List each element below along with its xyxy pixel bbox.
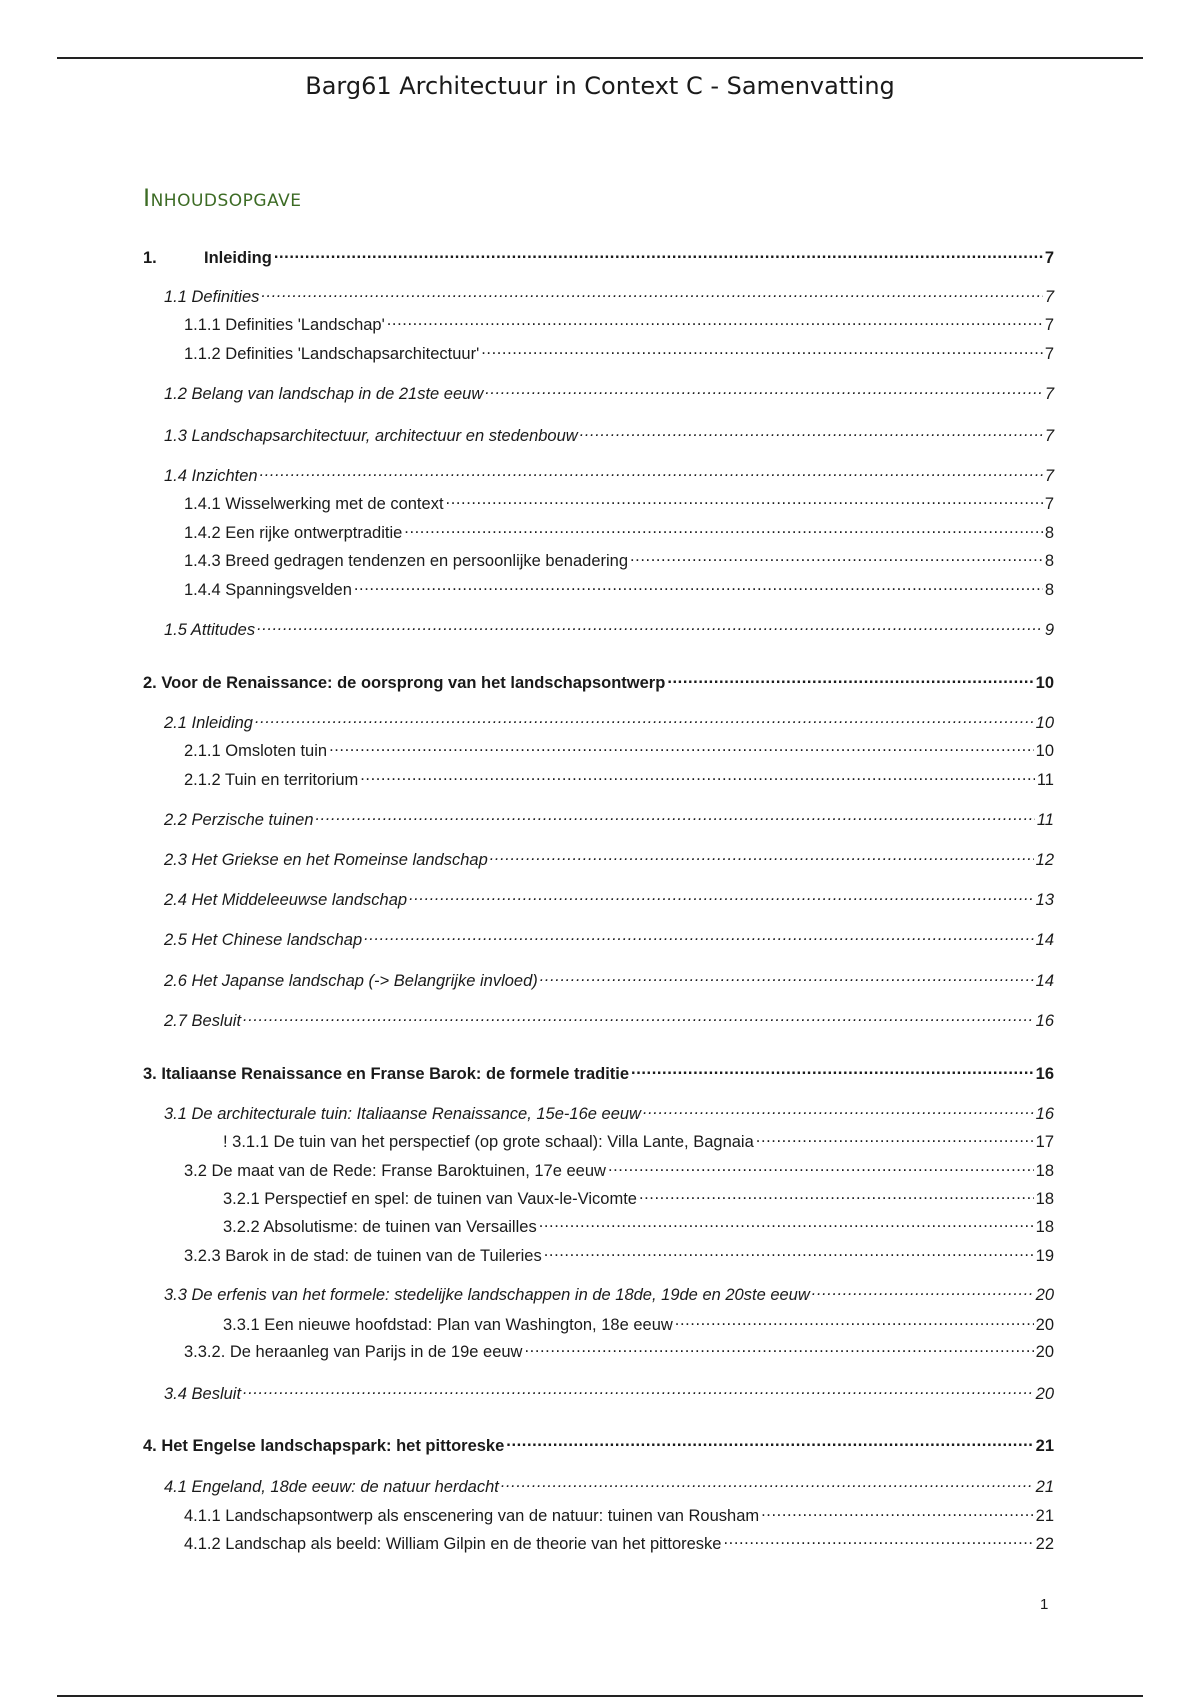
toc-entry[interactable] — [143, 247, 1054, 269]
toc-entry[interactable] — [184, 493, 1054, 515]
toc-entry[interactable] — [143, 1063, 1054, 1085]
toc-leader-dots — [643, 1103, 1034, 1119]
toc-leader-dots — [274, 247, 1043, 263]
toc-entry[interactable] — [164, 286, 1054, 308]
toc-entry-page: 11 — [1036, 811, 1054, 829]
toc-entry-label: 1.4.4 Spanningsvelden — [184, 581, 352, 599]
toc-entry-page: 8 — [1044, 581, 1054, 599]
footer-rule — [57, 1695, 1143, 1697]
toc-entry-page: 18 — [1035, 1218, 1054, 1236]
toc-leader-dots — [812, 1284, 1034, 1300]
toc-entry-page: 7 — [1044, 427, 1054, 445]
toc-entry-label: 1.5 Attitudes — [164, 621, 256, 639]
toc-leader-dots — [404, 522, 1043, 538]
document-header-title: Barg61 Architectuur in Context C - Samenvatting — [305, 72, 895, 100]
toc-entry-label: 3.1 De architecturale tuin: Italiaanse Renaissance, 15e-16e eeuw — [164, 1105, 641, 1123]
toc-entry-page: 21 — [1035, 1437, 1054, 1455]
toc-entry-page: 9 — [1044, 621, 1054, 639]
toc-entry-page: 22 — [1035, 1535, 1054, 1553]
toc-leader-dots — [255, 712, 1034, 728]
toc-entry-page: 18 — [1035, 1162, 1054, 1180]
toc-entry-page: 8 — [1044, 524, 1054, 542]
toc-leader-dots — [667, 672, 1033, 688]
toc-entry-label: 2.1 Inleiding — [164, 714, 253, 732]
toc-entry-page: 16 — [1035, 1105, 1054, 1123]
toc-entry[interactable] — [164, 1383, 1054, 1405]
toc-entry[interactable] — [164, 1103, 1054, 1125]
toc-entry[interactable] — [184, 1341, 1054, 1363]
toc-entry-label: 3.2.2 Absolutisme: de tuinen van Versailles — [223, 1218, 537, 1236]
toc-entry[interactable] — [143, 672, 1054, 694]
toc-entry[interactable] — [223, 1131, 1054, 1153]
toc-entry[interactable] — [223, 1314, 1054, 1336]
toc-entry-label: 3.4 Besluit — [164, 1385, 242, 1403]
toc-entry-page: 20 — [1035, 1343, 1054, 1361]
toc-entry-page: 21 — [1035, 1478, 1054, 1496]
toc-leader-dots — [446, 493, 1043, 509]
toc-entry[interactable] — [184, 314, 1054, 336]
toc-entry-page: 7 — [1044, 249, 1054, 267]
toc-entry-label: 1.4.2 Een rijke ontwerptraditie — [184, 524, 403, 542]
toc-entry-label: 2.5 Het Chinese landschap — [164, 931, 363, 949]
toc-heading: Inhoudsopgave — [143, 184, 302, 212]
toc-entry[interactable] — [184, 343, 1054, 365]
toc-entry-label: 2.1.1 Omsloten tuin — [184, 742, 328, 760]
toc-leader-dots — [544, 1245, 1034, 1261]
toc-leader-dots — [261, 286, 1042, 302]
toc-entry[interactable] — [184, 1160, 1054, 1182]
toc-entry-label: 4. Het Engelse landschapspark: het pittoreske — [143, 1437, 505, 1455]
toc-leader-dots — [761, 1505, 1034, 1521]
toc-leader-dots — [316, 809, 1035, 825]
toc-leader-dots — [243, 1010, 1034, 1026]
toc-entry-page: 7 — [1044, 495, 1054, 513]
toc-entry-label: 2.4 Het Middeleeuwse landschap — [164, 891, 408, 909]
toc-leader-dots — [639, 1188, 1034, 1204]
toc-leader-dots — [539, 1216, 1034, 1232]
toc-entry[interactable] — [164, 1284, 1054, 1306]
toc-entry-label: 2.1.2 Tuin en territorium — [184, 771, 359, 789]
toc-leader-dots — [524, 1341, 1033, 1357]
toc-entry-label: 2.3 Het Griekse en het Romeinse landschap — [164, 851, 488, 869]
toc-leader-dots — [260, 465, 1043, 481]
toc-entry[interactable] — [164, 425, 1054, 447]
toc-entry-page: 16 — [1035, 1065, 1054, 1083]
toc-leader-dots — [723, 1533, 1033, 1549]
toc-entry-label: 4.1.2 Landschap als beeld: William Gilpin en de theorie van het pittoreske — [184, 1535, 722, 1553]
toc-leader-dots — [329, 740, 1034, 756]
toc-entry-label: 1.1 Definities — [164, 288, 260, 306]
toc-entry-page: 21 — [1035, 1507, 1054, 1525]
toc-entry[interactable] — [164, 1010, 1054, 1032]
toc-entry-label: 2.6 Het Japanse landschap (-> Belangrijke invloed) — [164, 972, 538, 990]
toc-leader-dots — [257, 619, 1043, 635]
toc-entry-label: 3.3 De erfenis van het formele: stedelijke landschappen in de 18de, 19de en 20ste eeuw — [164, 1286, 810, 1304]
toc-entry[interactable] — [184, 740, 1054, 762]
toc-leader-dots — [490, 849, 1034, 865]
toc-entry-page: 20 — [1035, 1286, 1054, 1304]
toc-entry[interactable] — [184, 579, 1054, 601]
toc-entry-page: 13 — [1035, 891, 1054, 909]
toc-leader-dots — [675, 1314, 1034, 1330]
toc-leader-dots — [387, 314, 1043, 330]
toc-entry[interactable] — [184, 769, 1054, 791]
toc-entry[interactable] — [184, 1533, 1054, 1555]
toc-entry-label: 2.7 Besluit — [164, 1012, 242, 1030]
toc-leader-dots — [360, 769, 1035, 785]
header-rule — [57, 57, 1143, 59]
toc-entry-page: 7 — [1044, 467, 1054, 485]
toc-leader-dots — [501, 1476, 1034, 1492]
toc-entry-page: 19 — [1035, 1247, 1054, 1265]
toc-entry-page: 14 — [1035, 931, 1054, 949]
toc-entry[interactable] — [164, 849, 1054, 871]
toc-entry-number: 1. — [143, 249, 157, 267]
toc-entry-page: 12 — [1035, 851, 1054, 869]
toc-entry-label: 4.1.1 Landschapsontwerp als enscenering van de natuur: tuinen van Rousham — [184, 1507, 760, 1525]
toc-entry-label: 3.2.1 Perspectief en spel: de tuinen van Vaux-le-Vicomte — [223, 1190, 637, 1208]
toc-entry-label: 2. Voor de Renaissance: de oorsprong van het landschapsontwerp — [143, 674, 666, 692]
toc-leader-dots — [481, 343, 1043, 359]
toc-entry-page: 7 — [1044, 345, 1054, 363]
toc-leader-dots — [364, 929, 1034, 945]
toc-entry-page: 7 — [1044, 385, 1054, 403]
toc-entry[interactable] — [164, 712, 1054, 734]
toc-entry-page: 7 — [1044, 316, 1054, 334]
toc-entry-page: 16 — [1035, 1012, 1054, 1030]
toc-entry-label: 1.1.1 Definities 'Landschap' — [184, 316, 385, 334]
toc-entry-page: 17 — [1035, 1133, 1054, 1151]
toc-entry[interactable] — [164, 889, 1054, 911]
toc-entry[interactable] — [184, 522, 1054, 544]
toc-entry-label: 2.2 Perzische tuinen — [164, 811, 314, 829]
toc-entry-label: 1.4.3 Breed gedragen tendenzen en persoonlijke benadering — [184, 552, 629, 570]
toc-entry-label: 3.3.2. De heraanleg van Parijs in de 19e eeuw — [184, 1343, 523, 1361]
toc-entry-page: 10 — [1035, 742, 1054, 760]
toc-entry-page: 14 — [1035, 972, 1054, 990]
toc-entry-page: 10 — [1035, 714, 1054, 732]
toc-leader-dots — [540, 970, 1034, 986]
toc-entry-page: 7 — [1044, 288, 1054, 306]
toc-entry-label: 1.1.2 Definities 'Landschapsarchitectuur' — [184, 345, 480, 363]
toc-leader-dots — [409, 889, 1034, 905]
toc-entry[interactable] — [223, 1188, 1054, 1210]
toc-leader-dots — [354, 579, 1043, 595]
toc-entry-label: 1.2 Belang van landschap in de 21ste eeuw — [164, 385, 484, 403]
toc-entry-page: 8 — [1044, 552, 1054, 570]
toc-entry[interactable] — [184, 1245, 1054, 1267]
toc-entry[interactable] — [164, 929, 1054, 951]
toc-entry[interactable] — [143, 1435, 1054, 1457]
toc-leader-dots — [631, 1063, 1034, 1079]
toc-entry[interactable] — [164, 619, 1054, 641]
toc-entry-page: 11 — [1036, 771, 1054, 789]
toc-entry-label: Inleiding — [204, 249, 272, 267]
toc-entry[interactable] — [164, 383, 1054, 405]
toc-leader-dots — [506, 1435, 1033, 1451]
toc-entry[interactable] — [184, 1505, 1054, 1527]
toc-leader-dots — [243, 1383, 1034, 1399]
toc-entry[interactable] — [164, 970, 1054, 992]
toc-entry[interactable] — [164, 465, 1054, 487]
toc-entry[interactable] — [184, 550, 1054, 572]
toc-leader-dots — [630, 550, 1043, 566]
toc-entry[interactable] — [164, 809, 1054, 831]
toc-entry-page: 20 — [1035, 1385, 1054, 1403]
toc-entry-label: 4.1 Engeland, 18de eeuw: de natuur herdacht — [164, 1478, 499, 1496]
toc-entry-label: 1.4.1 Wisselwerking met de context — [184, 495, 444, 513]
toc-leader-dots — [580, 425, 1043, 441]
page-number: 1 — [1040, 1596, 1049, 1613]
toc-leader-dots — [485, 383, 1043, 399]
toc-entry-label: 1.3 Landschapsarchitectuur, architectuur en stedenbouw — [164, 427, 578, 445]
toc-entry-label: ! 3.1.1 De tuin van het perspectief (op grote schaal): Villa Lante, Bagnaia — [223, 1133, 754, 1151]
toc-entry-label: 3.3.1 Een nieuwe hoofdstad: Plan van Washington, 18e eeuw — [223, 1316, 673, 1334]
toc-entry-label: 3.2 De maat van de Rede: Franse Baroktuinen, 17e eeuw — [184, 1162, 606, 1180]
toc-entry-label: 3.2.3 Barok in de stad: de tuinen van de Tuileries — [184, 1247, 542, 1265]
toc-entry-page: 20 — [1035, 1316, 1054, 1334]
toc-entry-page: 10 — [1035, 674, 1054, 692]
toc-leader-dots — [608, 1160, 1034, 1176]
toc-entry-label: 3. Italiaanse Renaissance en Franse Barok: de formele traditie — [143, 1065, 630, 1083]
toc-entry[interactable] — [164, 1476, 1054, 1498]
toc-entry-page: 18 — [1035, 1190, 1054, 1208]
toc-leader-dots — [756, 1131, 1034, 1147]
toc-entry-label: 1.4 Inzichten — [164, 467, 258, 485]
toc-entry[interactable] — [223, 1216, 1054, 1238]
